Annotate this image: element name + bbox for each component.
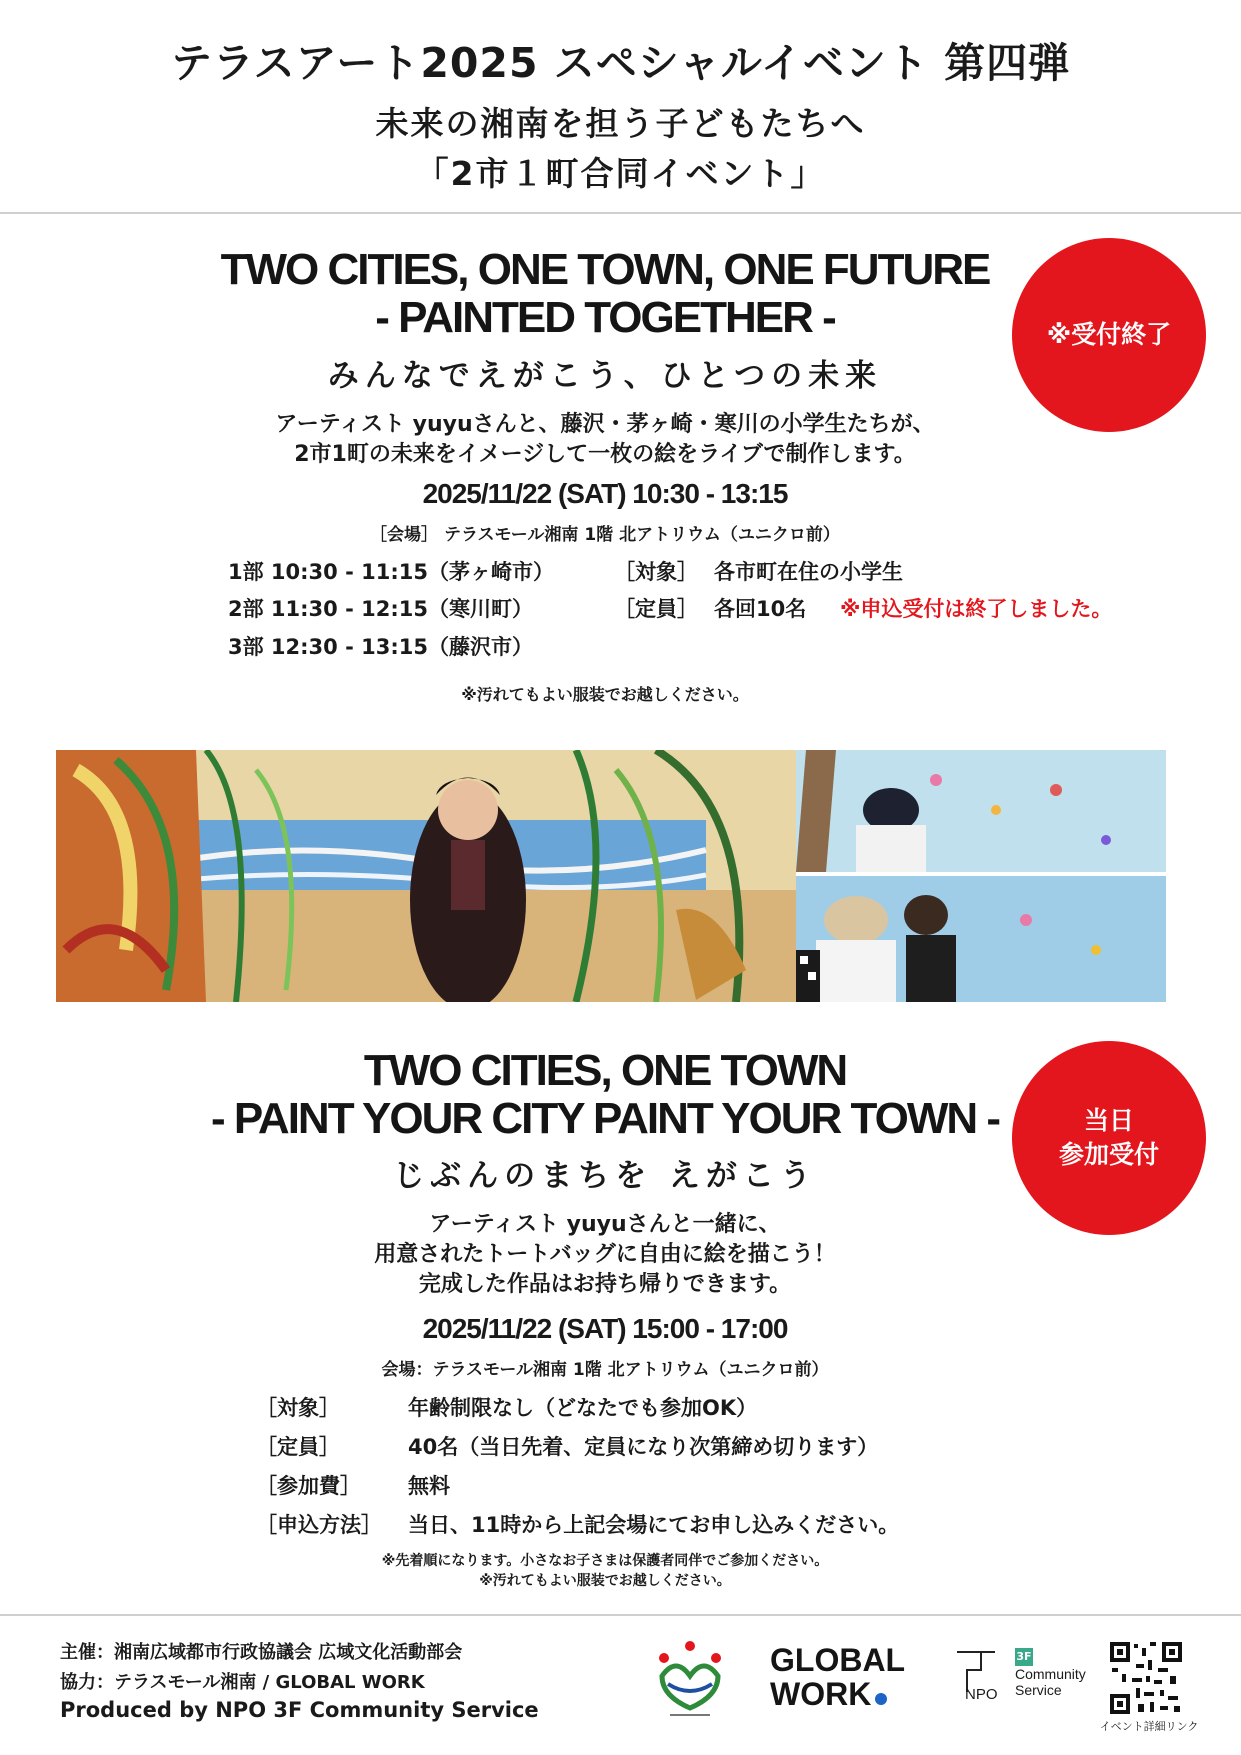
- event2-description-line-2: 用意されたトートバッグに自由に絵を描こう！: [374, 1242, 836, 1267]
- npo-service-text: Service: [1015, 1682, 1062, 1698]
- event2-capacity-value: 40名（当日先着、定員になり次第締め切ります）: [408, 1435, 879, 1459]
- npo-community-text: Community: [1015, 1666, 1086, 1682]
- event1-venue: ［会場］ テラスモール湘南 1階 北アトリウム（ユニクロ前）: [370, 525, 840, 545]
- event2-note-2: ※汚れてもよい服装でお越しください。: [479, 1573, 731, 1589]
- event2-capacity-label: ［定員］: [256, 1435, 340, 1459]
- npo-3f-mark: 3F: [1015, 1648, 1033, 1666]
- global-work-logo-word: WORK: [770, 1676, 872, 1712]
- event2-note-1: ※先着順になります。小さなお子さまは保護者同伴でご参加ください。: [381, 1553, 829, 1569]
- footer-produced-by: Produced by NPO 3F Community Service: [60, 1698, 539, 1722]
- event1-note: ※汚れてもよい服装でお越しください。: [461, 685, 749, 704]
- children-painting-image: [796, 750, 1166, 1002]
- event2-venue: 会場：テラスモール湘南 1階 北アトリウム（ユニクロ前）: [381, 1360, 829, 1380]
- event1-description-line-1: アーティスト yuyuさんと、藤沢・茅ヶ崎・寒川の小学生たちが、: [275, 412, 935, 437]
- event2-application-label: ［申込方法］: [256, 1513, 382, 1537]
- event1-target-value: 各市町在住の小学生: [714, 560, 903, 584]
- children-painting-photos: [796, 750, 1166, 1002]
- page-title: テラスアート2025 スペシャルイベント 第四弾: [170, 39, 1071, 87]
- global-work-logo-line-1: GLOBAL: [770, 1642, 906, 1678]
- event1-closed-badge: [1012, 238, 1206, 432]
- npo-label: NPO: [965, 1686, 998, 1703]
- event1-target-label: ［対象］: [614, 560, 698, 584]
- global-work-dot-icon: [875, 1693, 887, 1705]
- qr-code-icon: [1108, 1640, 1184, 1716]
- event2-badge-line-1: 当日: [1083, 1106, 1134, 1135]
- artist-mural-image: [56, 750, 796, 1002]
- event1-badge-label: ※受付終了: [1046, 320, 1172, 349]
- event-qr-code[interactable]: [1108, 1640, 1184, 1716]
- event1-datetime: 2025/11/22 (SAT) 10:30 - 13:15: [422, 478, 788, 509]
- qr-caption: イベント詳細リンク: [1099, 1720, 1199, 1733]
- header-divider: [0, 212, 1241, 214]
- event2-same-day-badge: [1012, 1041, 1206, 1235]
- event1-capacity-value: 各回10名: [714, 597, 807, 621]
- footer-cooperation: 協力：テラスモール湘南 / GLOBAL WORK: [60, 1672, 425, 1693]
- global-work-logo: [770, 1643, 905, 1711]
- global-work-logo-line-2: [770, 1677, 905, 1711]
- event2-title-en-1: TWO CITIES, ONE TOWN: [363, 1046, 847, 1095]
- event2-fee-label: ［参加費］: [256, 1474, 361, 1498]
- event1-closed-notice: ※申込受付は終了しました。: [840, 597, 1113, 621]
- page-subtitle-event-name: 「2市１町合同イベント」: [415, 154, 826, 193]
- artist-mural-photo: [56, 750, 796, 1002]
- shonan-council-logo: [648, 1636, 732, 1720]
- event1-title-jp: みんなでえがこう、ひとつの未来: [327, 358, 883, 394]
- event2-badge-line-2: 参加受付: [1058, 1140, 1159, 1169]
- event1-description-line-2: 2市1町の未来をイメージして一枚の絵をライブで制作します。: [294, 442, 916, 467]
- event2-target-value: 年齢制限なし（どなたでも参加OK）: [408, 1396, 758, 1420]
- event2-application-value: 当日、11時から上記会場にてお申し込みください。: [408, 1513, 900, 1537]
- event1-title-en-1: TWO CITIES, ONE TOWN, ONE FUTURE: [220, 245, 990, 294]
- event1-title-en-2: - PAINTED TOGETHER -: [375, 293, 835, 342]
- event2-title-en-2: - PAINT YOUR CITY PAINT YOUR TOWN -: [210, 1094, 1000, 1143]
- event2-title-jp: じぶんのまちを えがこう: [393, 1158, 817, 1194]
- footer-organizer: 主催：湘南広域都市行政協議会 広域文化活動部会: [60, 1642, 463, 1663]
- event1-capacity-label: ［定員］: [614, 597, 698, 621]
- event1-session-3: 3部 12:30 - 13:15（藤沢市）: [228, 635, 533, 659]
- event2-datetime: 2025/11/22 (SAT) 15:00 - 17:00: [422, 1313, 788, 1344]
- npo-3f-logo: [955, 1648, 1105, 1708]
- page-subtitle: 未来の湘南を担う子どもたちへ: [375, 104, 866, 143]
- event1-session-2: 2部 11:30 - 12:15（寒川町）: [228, 597, 533, 621]
- event2-description-line-1: アーティスト yuyuさんと一緒に、: [429, 1212, 781, 1237]
- event1-session-1: 1部 10:30 - 11:15（茅ヶ崎市）: [228, 560, 554, 584]
- shonan-council-logo-icon: [648, 1636, 732, 1720]
- event2-description-line-3: 完成した作品はお持ち帰りできます。: [418, 1272, 792, 1297]
- footer-divider: [0, 1614, 1241, 1616]
- event2-target-label: ［対象］: [256, 1396, 340, 1420]
- event2-fee-value: 無料: [408, 1474, 450, 1498]
